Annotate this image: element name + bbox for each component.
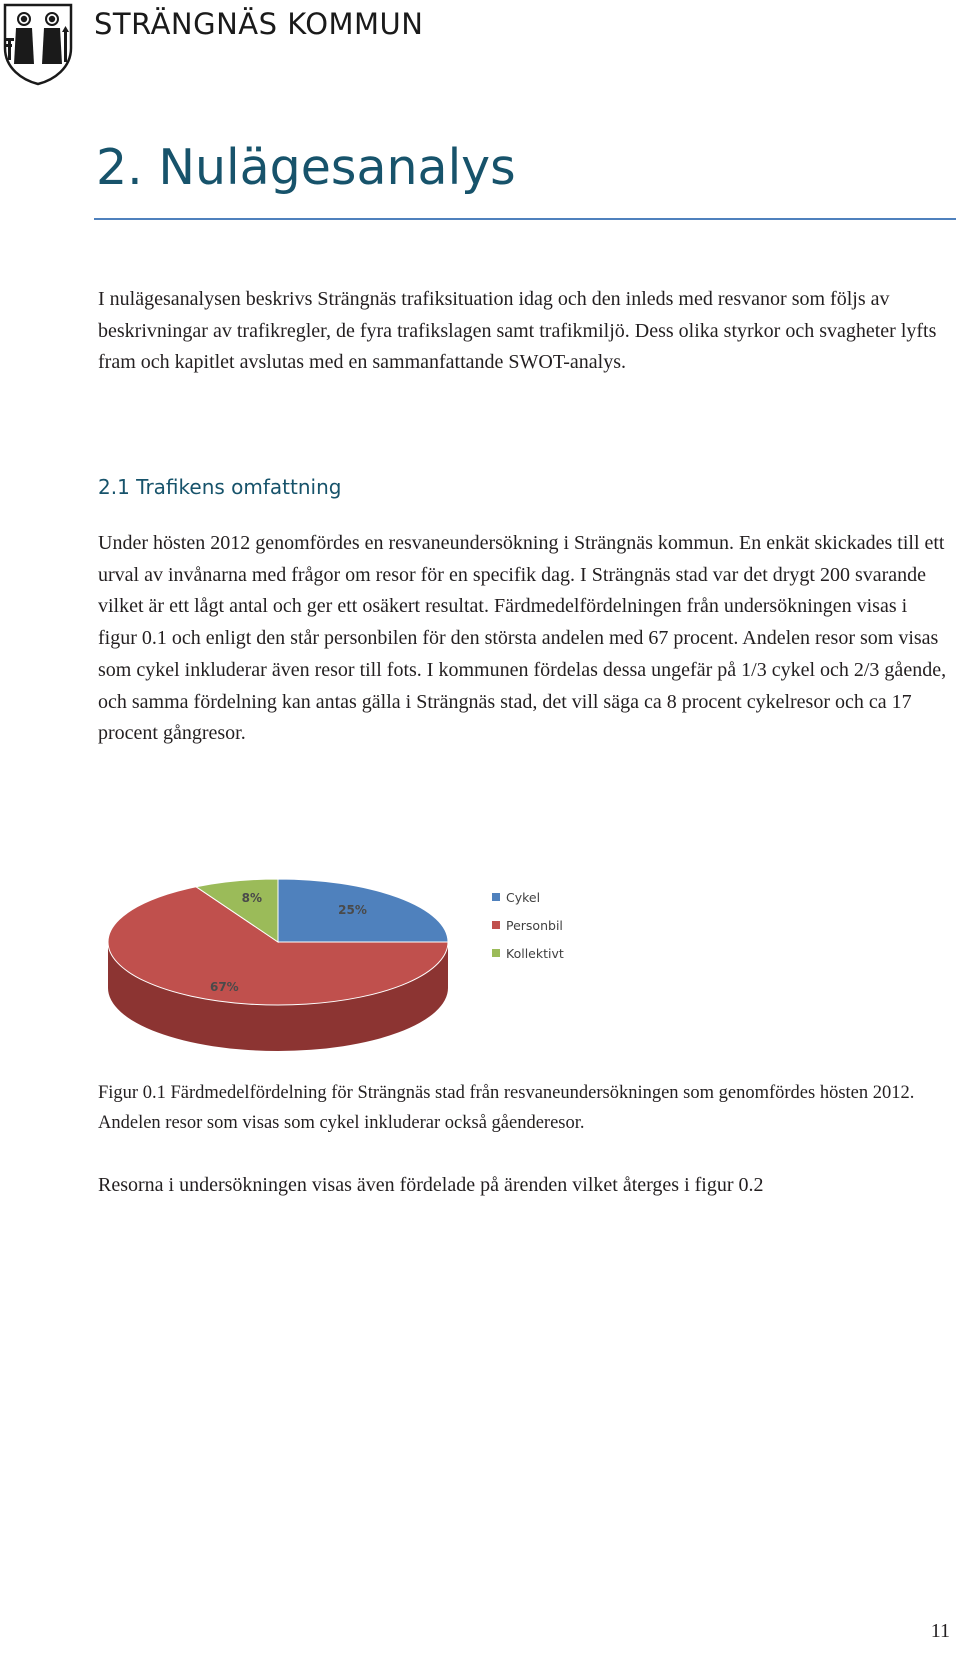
- pie-chart-svg: [98, 854, 658, 1074]
- chapter-intro-paragraph: I nulägesanalysen beskrivs Strängnäs trafiksituation idag och den inleds med resvanor som följs av beskrivningar av trafikregler, de fyra trafikslagen samt trafikmiljö. Dess olika styrkor och svagheter lyfts fram och kapitlet avslutas med en sammanfattande SWOT-analys.: [98, 288, 937, 374]
- pie-data-label-cykel: 25%: [338, 902, 367, 917]
- page-header: [0, 0, 960, 90]
- section-body-paragraph: Under hösten 2012 genomfördes en resvaneundersökning i Strängnäs kommun. En enkät skickades till ett urval av invånarna med frågor om resor för en specifik dag. I Strängnäs stad var det drygt 200 svarande vilket är ett lågt antal och ger ett osäkert resultat. Färdmedelfördelningen från undersökningen visas i figur 0.1 och enligt den står personbilen för den största andelen med 67 procent. Andelen resor som visas som cykel inkluderar även resor till fots. I kommunen fördelas dessa ungefär på 1/3 cykel och 2/3 gående, och samma fördelning kan antas gälla i Strängnäs stad, det vill säga ca 8 procent cykelresor och ca 17 procent gångresor.: [98, 532, 947, 745]
- legend-swatch-personbil: [492, 921, 500, 929]
- strangnas-coat-of-arms-icon: [2, 2, 74, 86]
- organization-name: STRÄNGNÄS KOMMUN: [94, 7, 424, 41]
- pie-data-label-kollektivt: 8%: [241, 891, 262, 906]
- section-heading: 2.1 Trafikens omfattning: [98, 475, 342, 499]
- pie-chart: [98, 854, 658, 1074]
- chapter-title: 2. Nulägesanalys: [96, 139, 516, 196]
- figure-caption: Figur 0.1 Färdmedelfördelning för Strängnäs stad från resvaneundersökningen som genomfördes hösten 2012. Andelen resor som visas som cykel inkluderar också gåenderesor.: [98, 1083, 915, 1133]
- legend-label-kollektivt: Kollektivt: [506, 946, 564, 961]
- legend-label-cykel: Cykel: [506, 890, 541, 905]
- closing-paragraph: Resorna i undersökningen visas även fördelade på ärenden vilket återges i figur 0.2: [98, 1174, 764, 1196]
- title-divider: [94, 218, 956, 220]
- legend-swatch-cykel: [492, 893, 500, 901]
- page-number: 11: [930, 1620, 950, 1642]
- legend-swatch-kollektivt: [492, 949, 500, 957]
- legend-label-personbil: Personbil: [506, 918, 563, 933]
- pie-data-label-personbil: 67%: [209, 980, 239, 995]
